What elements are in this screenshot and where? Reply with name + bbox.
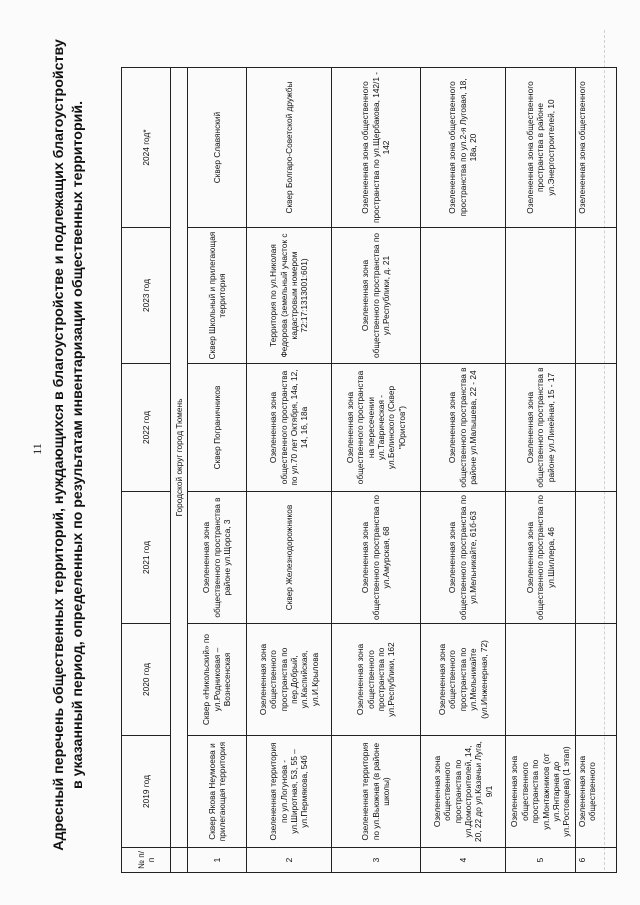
table-cell: [171, 848, 188, 873]
header-cell-2020: 2020 год: [122, 624, 171, 736]
row-number: 3: [332, 848, 421, 873]
table-cell: Озелененная зона общественного пространства по ул.Монтажников (от ул.Янтарная до ул.Ростовцева) (1 этап): [506, 736, 576, 848]
table-cell: Озелененная территория по ул.Логунова - ул.Широтная, 53, 55 – ул.Пермякова, 54б: [247, 736, 332, 848]
table-cell: Сквер Пограничников: [188, 364, 247, 492]
table-cell: [576, 364, 617, 492]
table-header-row: [122, 68, 171, 873]
section-title: Городской округ город Тюмень: [171, 68, 188, 848]
row-number: 5: [506, 848, 576, 873]
table-cell: Озелененная зона общественного пространства по ул.Республики, 162: [332, 624, 421, 736]
table-cell: [421, 228, 506, 364]
row-number: 6: [576, 848, 617, 873]
table-subheader-row: [171, 68, 188, 873]
table-cell: Сквер Школьный и прилегающая территория: [188, 228, 247, 364]
table-cell: Сквер Болгаро-Советской дружбы: [247, 68, 332, 228]
table-cell: Озелененная зона общественного: [576, 736, 617, 848]
table-cell: Озелененная зона общественного пространства в районе ул.Линейная, 15 - 17: [506, 364, 576, 492]
header-cell-2019: 2019 год: [122, 736, 171, 848]
table-cell: Озелененная зона общественного пространства в районе ул.Щорса, 3: [188, 492, 247, 624]
table-cell: [506, 624, 576, 736]
header-cell-2022: 2022 год: [122, 364, 171, 492]
table-cell: Озелененная зона общественного пространства по ул.Мельникайте, 61б-63: [421, 492, 506, 624]
table-cell: Озелененная зона общественного пространства по пер.Добрый, ул.Каспийская, ул.И.Крылова: [247, 624, 332, 736]
table-cell: Озелененная зона общественного пространства по ул.2-я Луговая, 18, 18а, 20: [421, 68, 506, 228]
table-cell: Озелененная зона общественного пространства по ул.Амурская, 68: [332, 492, 421, 624]
table-cell: Озелененная зона общественного пространства по ул.70 лет Октября, 14а, 12, 14, 16, 18а: [247, 364, 332, 492]
header-cell-2024: 2024 год*: [122, 68, 171, 228]
table-cell: Озелененная зона общественного пространства в районе ул.Энергостроителей, 10: [506, 68, 576, 228]
table-row: [247, 68, 332, 873]
table-cell: Озелененная зона общественного пространства по ул.Шиллера, 46: [506, 492, 576, 624]
table-cell: Сквер Железнодорожников: [247, 492, 332, 624]
table-cell: Озелененная зона общественного пространства по ул.Республики, д. 21: [332, 228, 421, 364]
table-row: [576, 68, 617, 873]
document-title: Адресный перечень общественных территорий, нуждающихся в благоустройстве и подлежащих благоустройству в указанный период, определенных по результатам инвентаризации общественных территорий.: [51, 39, 86, 851]
table-row: [188, 68, 247, 873]
table-cell: Озелененная зона общественного пространства по ул.Мельникайте (ул.Инженерная, 72): [421, 624, 506, 736]
page-number: 11: [30, 443, 44, 455]
table-cell: Озелененная зона общественного пространства в районе ул.Малышева, 22 - 24: [421, 364, 506, 492]
header-cell-2021: 2021 год: [122, 492, 171, 624]
table-cell: Озелененная территория по ул.Вьюжная (в районе школы): [332, 736, 421, 848]
table-cell: Сквер Якова Неумоева и прилегающая территория: [188, 736, 247, 848]
table-cell: Территория по ул.Николая Федорова (земельный участок с кадастровым номером 72:17:1313001:601): [247, 228, 332, 364]
table-row: [421, 68, 506, 873]
table-cell: Сквер Славянский: [188, 68, 247, 228]
header-cell-2023: 2023 год: [122, 228, 171, 364]
table-cell: [506, 228, 576, 364]
table-cell: Озелененная зона общественного пространства по ул.Домостроителей, 14, 20, 22 до ул.Казачьи Луга, 9/1: [421, 736, 506, 848]
row-number: 1: [188, 848, 247, 873]
table-row: [506, 68, 576, 873]
table-cell: [576, 228, 617, 364]
table-row: [332, 68, 421, 873]
table-cell: Сквер «Никольский» по ул.Родниковая – Вознесенская: [188, 624, 247, 736]
table-cell: [576, 492, 617, 624]
header-cell-num: № п/п: [122, 848, 171, 873]
table-cell: Озелененная зона общественного: [576, 68, 617, 228]
table-cell: [576, 624, 617, 736]
row-number: 2: [247, 848, 332, 873]
row-number: 4: [421, 848, 506, 873]
table-cell: Озелененная зона общественного пространства по ул.Щербакова, 142/1 - 142: [332, 68, 421, 228]
table-cell: Озелененная зона общественного пространства на пересечении ул.Таврическая - ул.Белинского (Сквер "Юристов"): [332, 364, 421, 492]
territories-table: [121, 67, 617, 873]
